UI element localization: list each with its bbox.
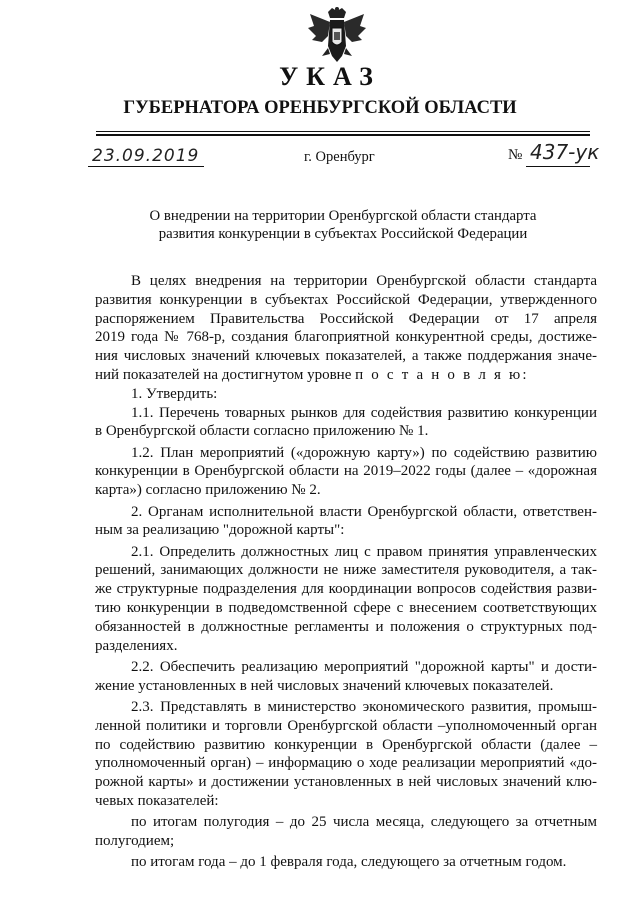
decree-verb: п о с т а н о в л я ю: <box>355 366 529 383</box>
paragraph <box>95 698 597 811</box>
paragraph <box>95 444 597 500</box>
header-rule-thin <box>96 131 590 132</box>
text-line: В целях внедрения на территории Оренбургской области стандарта <box>131 273 597 289</box>
text-line: 1.2. План мероприятий («дорожную карту») по содействию развитию <box>131 444 597 461</box>
text-line: решений, занимающих должности не ниже заместителя руководителя, а так- <box>95 562 597 579</box>
text-line: 2. Органам исполнительной власти Оренбургской области, ответствен- <box>131 503 597 520</box>
text-line: же структурные подразделения для координации вопросов содействия разви- <box>95 581 597 598</box>
text-line: 1. Утвердить: <box>131 385 218 402</box>
text-line: 2.1. Определить должностных лиц с правом принятия управленческих <box>131 543 597 560</box>
text-line: конкуренции в Оренбургской области на 2019–2022 годы (далее – «дорожная <box>95 463 597 480</box>
paragraph <box>95 503 597 541</box>
text-line: уполномоченный орган) – информацию о ходе реализации мероприятий «до- <box>95 755 597 772</box>
text-line: 2019 года № 768-р, создания благоприятной конкурентной среды, достиже- <box>95 329 597 346</box>
text-line: жение установленных в ней числовых значений ключевых показателей. <box>95 677 554 694</box>
text-line: чевых показателей: <box>95 793 219 810</box>
text-line: тию конкуренции в подведомственной сфере с внесением соответствующих <box>95 600 597 617</box>
text-line: развития конкуренции в субъектах Российской Федерации, утвержденного <box>95 291 597 308</box>
paragraph <box>95 404 597 442</box>
paragraph <box>95 658 597 696</box>
text-line: в Оренбургской области согласно приложению № 1. <box>95 423 429 440</box>
paragraph <box>95 853 597 872</box>
header-rule-thick <box>96 134 590 136</box>
text-line: разделениях. <box>95 637 178 654</box>
text-line: по итогам года – до 1 февраля года, следующего за отчетным годом. <box>131 854 567 871</box>
paragraph <box>95 385 597 404</box>
number-underline <box>526 166 590 167</box>
decree-heading <box>95 207 591 243</box>
text-line: 2.2. Обеспечить реализацию мероприятий "дорожной карты" и дости- <box>131 658 597 675</box>
text-line: 1.1. Перечень товарных рынков для содействия развитию конкуренции <box>131 404 597 421</box>
decree-body <box>95 272 597 872</box>
text-line: карта») согласно приложению № 2. <box>95 482 321 499</box>
date-underline <box>88 166 204 167</box>
text-line: полугодием; <box>95 833 175 850</box>
coat-of-arms-emblem <box>306 6 368 64</box>
text-line: ленной политики и торговли Оренбургской области –уполномоченный орган <box>95 717 597 734</box>
city: г. Оренбург <box>304 149 375 165</box>
document-title: УКАЗ <box>279 62 381 91</box>
document-subtitle: ГУБЕРНАТОРА ОРЕНБУРГСКОЙ ОБЛАСТИ <box>123 98 517 118</box>
paragraph <box>95 543 597 656</box>
text-line: ния числовых значений ключевых показателей, а также поддержания значе- <box>95 348 597 365</box>
paragraph <box>95 813 597 851</box>
paragraph <box>95 272 597 385</box>
text-line: обязанностей в должностные регламенты и положения о структурных под- <box>95 618 597 635</box>
handwritten-date: 23.09.2019 <box>92 146 200 166</box>
text-line: ным за реализацию "дорожной карты": <box>95 522 345 539</box>
number-label: № <box>508 147 523 163</box>
text-line: рожной карты» и достижении установленных в ней числовых значений клю- <box>95 774 597 791</box>
handwritten-number: 437-ук <box>530 140 600 164</box>
text-line: распоряжением Правительства Российской Федерации от 17 апреля <box>95 310 597 327</box>
text-line: ний показателей на достигнутом уровне <box>95 366 352 383</box>
text-line: по содействию развитию конкуренции в Оренбургской области (далее – <box>95 736 597 753</box>
text-line: 2.3. Представлять в министерство экономического развития, промыш- <box>131 699 597 716</box>
text-line: по итогам полугодия – до 25 числа месяца, следующего за отчетным <box>131 814 597 831</box>
heading-line: О внедрении на территории Оренбургской области стандарта <box>149 208 537 224</box>
heading-line: развития конкуренции в субъектах Российской Федерации <box>158 226 528 242</box>
